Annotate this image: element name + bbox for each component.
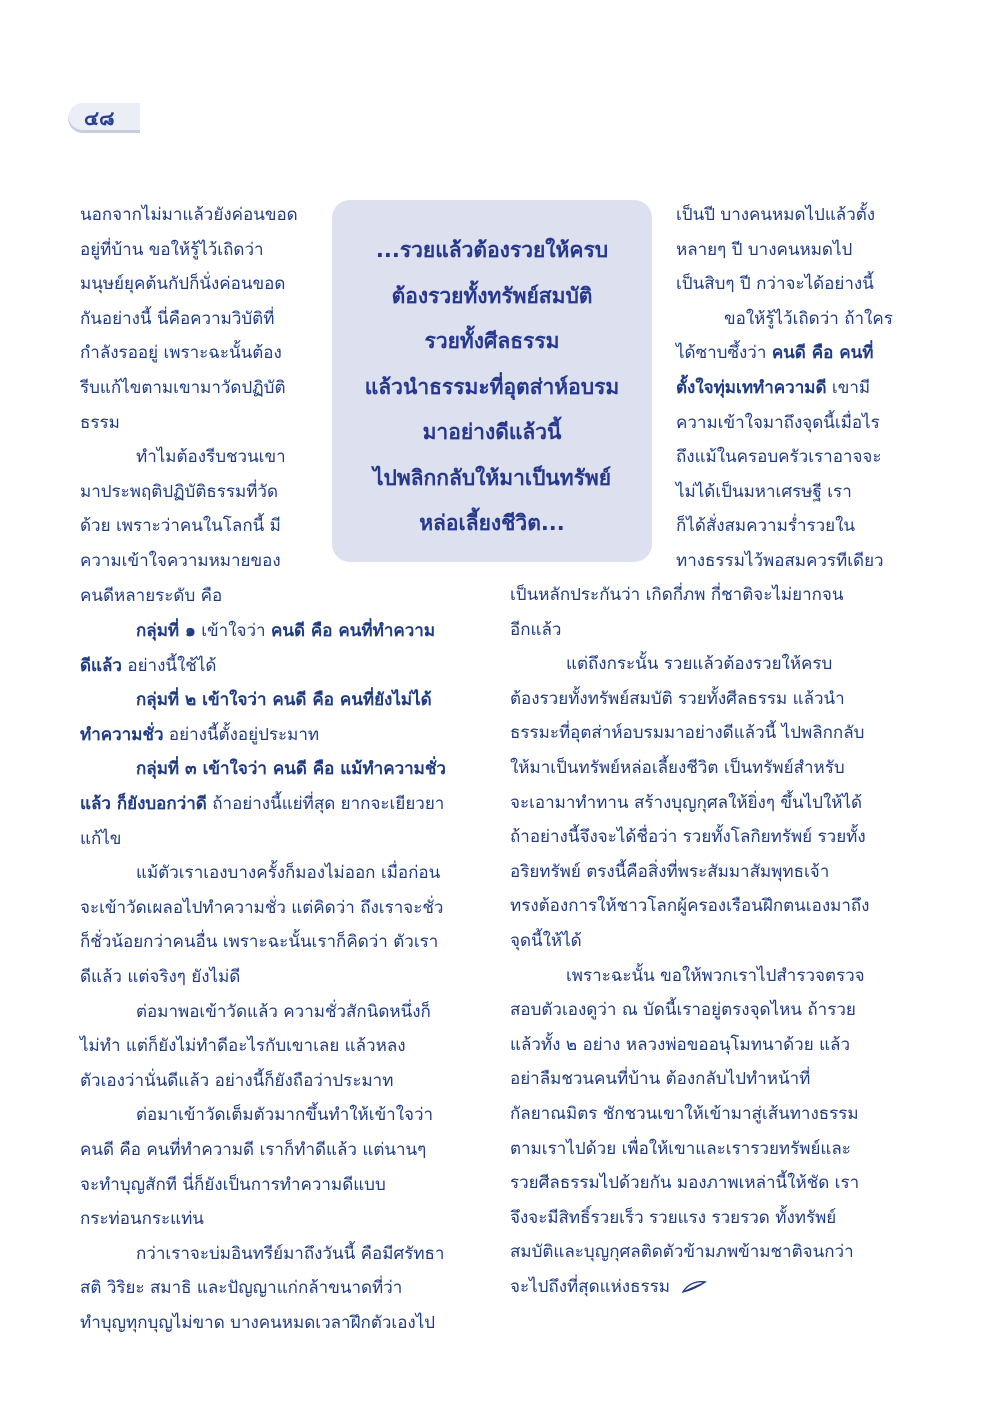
text-line: ตามเราไปด้วย เพื่อให้เขาและเรารวยทรัพย์และ [510, 1138, 851, 1159]
pull-quote [332, 228, 652, 547]
text-line: ถึงแม้ในครอบครัวเราอาจจะ [676, 447, 882, 468]
text-line: เป็นสิบๆ ปี กว่าจะได้อย่างนี้ [676, 274, 874, 295]
text-line: สอบตัวเองดูว่า ณ บัดนี้เราอยู่ตรงจุดไหน ถ้ารวย [510, 1000, 856, 1021]
text-line [80, 614, 468, 649]
text-line: ถ้าอย่างนี้จึงจะได้ชื่อว่า รวยทั้งโลกิยทรัพย์ รวยทั้ง [510, 827, 866, 848]
text-line: จึงจะมีสิทธิ์รวยเร็ว รวยแรง รวยรวด ทั้งทรัพย์ [510, 1207, 837, 1228]
text-line: สมบัติและบุญกุศลติดตัวข้ามภพข้ามชาติจนกว่า [510, 1242, 854, 1263]
text-run: ได้ซาบซึ้งว่า [676, 343, 767, 364]
text-line: ต้องรวยทั้งทรัพย์สมบัติ รวยทั้งศีลธรรม แล้วนำ [510, 688, 845, 709]
text-line: ธรรม [80, 412, 120, 433]
text-line [80, 718, 468, 753]
text-line: อย่าลืมชวนคนที่บ้าน ต้องกลับไปทำหน้าที่ [510, 1069, 811, 1090]
text-line: แก้ไข [80, 828, 122, 849]
text-line: ธรรมะที่อุตส่าห์อบรมมาอย่างดีแล้วนี้ ไปพลิกกลับ [510, 723, 865, 744]
pull-quote-line: มาอย่างดีแล้วนี้ [422, 420, 562, 444]
bold-text-run: ทำความชั่ว [80, 724, 164, 745]
bold-text-run: ตั้งใจทุ่มเททำความดี [676, 377, 827, 398]
text-line: กลุ่มที่ ๒ เข้าใจว่า คนดี คือ คนที่ยังไม่ได้ [136, 690, 432, 711]
text-line: ต่อมาเข้าวัดเต็มตัวมากขึ้นทำให้เข้าใจว่า [136, 1105, 434, 1126]
text-line: รีบแก้ไขตามเขามาวัดปฏิบัติ [80, 377, 286, 398]
pull-quote-line: ...รวยแล้วต้องรวยให้ครบ [375, 238, 609, 262]
bold-text-run: แล้ว ก็ยังบอกว่าดี [80, 793, 207, 814]
text-line: กลุ่มที่ ๓ เข้าใจว่า คนดี คือ แม้ทำความชั่ว [136, 759, 446, 780]
text-line: ไม่ทำ แต่ก็ยังไม่ทำดีอะไรกับเขาเลย แล้วหลง [80, 1036, 406, 1057]
text-line: กัลยาณมิตร ชักชวนเขาให้เข้ามาสู่เส้นทางธรรม [510, 1103, 859, 1124]
text-line: ให้มาเป็นทรัพย์หล่อเลี้ยงชีวิต เป็นทรัพย์สำหรับ [510, 757, 845, 778]
text-line: เป็นหลักประกันว่า เกิดกี่ภพ กี่ชาติจะไม่ยากจน [510, 585, 844, 605]
text-line: ต่อมาพอเข้าวัดแล้ว ความชั่วสักนิดหนึ่งก็ [136, 1001, 431, 1022]
text-line: ทำไมต้องรีบชวนเขา [136, 447, 286, 468]
text-run: เขามี [831, 377, 871, 398]
bold-text-run: คนดี คือ คนที่ [771, 343, 874, 364]
text-run: จะไปถึงที่สุดแห่งธรรม [510, 1276, 670, 1297]
text-line: จุดนี้ให้ได้ [510, 930, 582, 951]
pull-quote-line: ไปพลิกกลับให้มาเป็นทรัพย์ [372, 465, 612, 490]
text-line: ความเข้าใจมาถึงจุดนี้เมื่อไร [676, 412, 880, 433]
text-line: สติ วิริยะ สมาธิ และปัญญาแก่กล้าขนาดที่ว่า [80, 1278, 403, 1299]
text-line: หลายๆ ปี บางคนหมดไป [676, 239, 853, 260]
text-line: ก็ชั่วน้อยกว่าคนอื่น เพราะฉะนั้นเราก็คิดว่า ตัวเรา [80, 932, 439, 953]
pull-quote-line: หล่อเลี้ยงชีวิต... [419, 511, 565, 535]
pull-quote-line: ต้องรวยทั้งทรัพย์สมบัติ [391, 283, 593, 308]
text-line: กันอย่างนี้ นี่คือความวิบัติที่ [80, 308, 275, 329]
text-line: นอกจากไม่มาแล้วยังค่อนขอด [80, 205, 298, 225]
text-line [676, 371, 892, 406]
text-line [80, 787, 468, 822]
text-line: คนดี คือ คนที่ทำความดี เราก็ทำดีแล้ว แต่นานๆ [80, 1139, 427, 1160]
text-line: แม้ตัวเราเองบางครั้งก็มองไม่ออก เมื่อก่อน [136, 863, 441, 884]
text-line: ความเข้าใจความหมายของ [80, 550, 281, 571]
text-line: จะเอามาทำทาน สร้างบุญกุศลให้ยิ่งๆ ขึ้นไปให้ได้ [510, 792, 863, 813]
text-line: มนุษย์ยุคต้นกัปก็นั่งค่อนขอด [80, 274, 286, 295]
text-line: ตัวเองว่านั่นดีแล้ว อย่างนี้ก็ยังถือว่าประมาท [80, 1070, 394, 1091]
text-line [676, 336, 892, 371]
text-line: จะเข้าวัดเผลอไปทำความชั่ว แต่คิดว่า ถึงเราจะชั่ว [80, 897, 444, 918]
text-run: เข้าใจว่า [195, 621, 271, 641]
text-line: อยู่ที่บ้าน ขอให้รู้ไว้เถิดว่า [80, 239, 264, 260]
right-column-bottom [510, 578, 892, 1304]
text-line: จะทำบุญสักที นี่ก็ยังเป็นการทำความดีแบบ [80, 1174, 386, 1195]
text-line: ทางธรรมไว้พอสมควรทีเดียว [676, 550, 884, 571]
bold-text-run: คนดี คือ คนที่ทำความ [270, 621, 436, 641]
text-line: เป็นปี บางคนหมดไปแล้วตั้ง [676, 205, 876, 225]
text-line: เพราะฉะนั้น ขอให้พวกเราไปสำรวจตรวจ [566, 965, 865, 986]
left-column-bottom [80, 614, 468, 1340]
bold-text-run: กลุ่มที่ ๑ [136, 621, 196, 641]
pull-quote-line: รวยทั้งศีลธรรม [424, 329, 560, 353]
text-run: อย่างนี้ตั้งอยู่ประมาท [163, 724, 320, 745]
text-line: คนดีหลายระดับ คือ [80, 585, 223, 606]
text-line: ขอให้รู้ไว้เถิดว่า ถ้าใคร [724, 308, 893, 329]
text-line: มาประพฤติปฏิบัติธรรมที่วัด [80, 481, 279, 502]
left-column-top [80, 198, 308, 613]
text-line: อริยทรัพย์ ตรงนี้คือสิ่งที่พระสัมมาสัมพุทธเจ้า [510, 861, 830, 882]
leaf-end-mark-icon [681, 1280, 707, 1294]
text-line: รวยศีลธรรมไปด้วยกัน มองภาพเหล่านี้ให้ชัด เรา [510, 1173, 860, 1194]
right-column-top [676, 198, 892, 579]
text-line: ด้วย เพราะว่าคนในโลกนี้ มี [80, 516, 281, 537]
text-line: อีกแล้ว [510, 619, 562, 640]
text-line [80, 649, 468, 684]
text-line: แล้วทั้ง ๒ อย่าง หลวงพ่อขออนุโมทนาด้วย แล้ว [510, 1034, 850, 1055]
text-line: ทำบุญทุกบุญไม่ขาด บางคนหมดเวลาฝึกตัวเองไป [80, 1312, 436, 1333]
text-line: ไม่ได้เป็นมหาเศรษฐี เรา [676, 481, 852, 502]
pull-quote-line: แล้วนำธรรมะที่อุตส่าห์อบรม [364, 374, 620, 399]
text-line: กำลังรออยู่ เพราะฉะนั้นต้อง [80, 343, 282, 364]
text-line: ทรงต้องการให้ชาวโลกผู้ครองเรือนฝึกตนเองมาถึง [510, 896, 870, 917]
text-line [510, 1270, 892, 1305]
text-line: กระท่อนกระแท่น [80, 1209, 204, 1230]
text-run: ถ้าอย่างนี้แย่ที่สุด ยากจะเยียวยา [206, 793, 445, 814]
page-number: ๔๘ [84, 106, 115, 130]
bold-text-run: ดีแล้ว [80, 655, 122, 676]
text-line: กว่าเราจะบ่มอินทรีย์มาถึงวันนี้ คือมีศรัทธา [136, 1243, 445, 1264]
text-line: ก็ได้สั่งสมความร่ำรวยใน [676, 516, 856, 537]
text-line: แต่ถึงกระนั้น รวยแล้วต้องรวยให้ครบ [566, 654, 833, 675]
text-run: อย่างนี้ใช้ได้ [121, 655, 217, 676]
text-line: ดีแล้ว แต่จริงๆ ยังไม่ดี [80, 966, 241, 987]
